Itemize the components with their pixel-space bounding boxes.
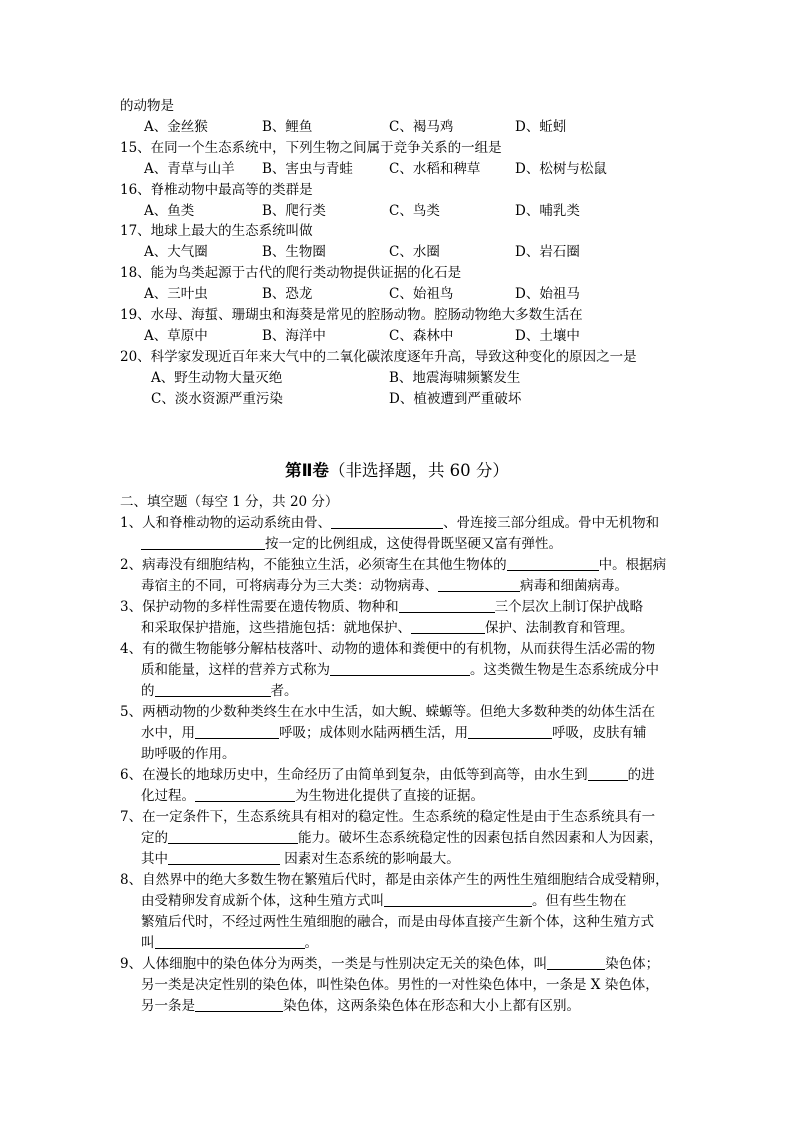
fill-question-2-cont: 毒宿主的不同，可将病毒分为三大类：动物病毒、 病毒和细菌病毒。 (141, 578, 628, 594)
answer-blank[interactable] (547, 955, 605, 970)
option-d: D、松树与松鼠 (515, 161, 607, 177)
answer-blank[interactable] (468, 724, 552, 739)
fill-question-4: 4、有的微生物能够分解枯枝落叶、动物的遗体和粪便中的有机物，从而获得生活必需的物 (120, 641, 656, 657)
fill-question-7: 7、在一定条件下，生态系统具有相对的稳定性。生态系统的稳定性是由于生态系统具有一 (120, 809, 656, 825)
fill-question-1-cont: 按一定的比例组成，这使得骨既坚硬又富有弹性。 (141, 535, 562, 553)
option-b: B、爬行类 (262, 203, 326, 219)
answer-blank[interactable] (330, 661, 470, 676)
fill-question-4-cont2: 的 者。 (141, 683, 298, 699)
option-a: A、金丝猴 (144, 119, 208, 135)
fill-question-1: 1、人和脊椎动物的运动系统由骨、 、骨连接三部分组成。骨中无机物和 (120, 515, 660, 531)
section-heading: 二、填空题（每空 1 分，共 20 分） (120, 494, 339, 510)
fill-question-7-cont: 定的 能力。破坏生态系统稳定性的因素包括自然因素和人为因素， (141, 830, 663, 846)
fill-question-7-cont2: 其中 因素对生态系统的影响最大。 (141, 851, 460, 867)
fill-question-8-cont2: 繁殖后代时，不经过两性生殖细胞的融合，而是由母体直接产生新个体，这种生殖方式 (141, 914, 654, 930)
fill-question-6-cont: 化过程。 为生物进化提供了直接的证据。 (141, 788, 484, 804)
question-15: 15、在同一个生态系统中，下列生物之间属于竞争关系的一组是 (120, 140, 502, 156)
fill-question-5-cont: 水中，用 呼吸；成体则水陆两栖生活，用 呼吸，皮肤有辅 (141, 725, 647, 741)
option-d: D、哺乳类 (515, 203, 580, 219)
option-b: B、害虫与青蛙 (262, 161, 353, 177)
answer-blank[interactable] (195, 724, 279, 739)
fill-question-5: 5、两栖动物的少数种类终生在水中生活，如大鲵、蝾螈等。但绝大多数种类的幼体生活在 (120, 704, 656, 720)
answer-blank[interactable] (195, 997, 283, 1012)
option-c: C、鸟类 (389, 203, 440, 219)
option-b: B、海洋中 (262, 328, 326, 344)
fill-question-4-cont: 质和能量，这样的营养方式称为 。这类微生物是生态系统成分中 (141, 662, 659, 678)
option-b: B、恐龙 (262, 286, 313, 302)
option-c: C、始祖鸟 (389, 286, 454, 302)
option-a: A、大气圈 (144, 244, 208, 260)
option-a: A、野生动物大量灭绝 (151, 370, 283, 386)
option-d: D、土壤中 (515, 328, 580, 344)
option-a: A、鱼类 (144, 203, 195, 219)
part-2-title (0, 460, 794, 482)
answer-blank[interactable] (155, 934, 305, 949)
option-a: A、草原中 (144, 328, 208, 344)
option-d: D、岩石圈 (515, 244, 580, 260)
fill-question-9-cont2: 另一条是 染色体，这两条染色体在形态和大小上都有区别。 (141, 998, 580, 1014)
option-b: B、生物圈 (262, 244, 326, 260)
part-2-title-rest: （非选择题，共 60 分） (328, 461, 509, 480)
fill-question-8: 8、自然界中的绝大多数生物在繁殖后代时，都是由亲体产生的两性生殖细胞结合成受精卵， (120, 872, 669, 888)
fill-question-8-cont3: 叫 。 (141, 935, 318, 951)
option-d: D、植被遭到严重破坏 (389, 391, 522, 407)
question-17: 17、地球上最大的生态系统叫做 (120, 223, 313, 239)
fill-question-8-cont: 由受精卵发育成新个体，这种生殖方式叫 。但有些生物在 (141, 893, 627, 909)
answer-blank[interactable] (507, 556, 599, 571)
fill-question-2: 2、病毒没有细胞结构，不能独立生活，必须寄生在其他生物体的 中。根据病 (120, 557, 667, 573)
option-a: A、三叶虫 (144, 286, 208, 302)
answer-blank[interactable] (141, 535, 265, 550)
answer-blank[interactable] (438, 577, 520, 592)
question-19: 19、水母、海蜇、珊瑚虫和海葵是常见的腔肠动物。腔肠动物绝大多数生活在 (120, 307, 583, 323)
answer-blank[interactable] (195, 787, 295, 802)
fill-question-3-cont: 和采取保护措施，这些措施包括：就地保护、 保护、法制教育和管理。 (141, 620, 634, 636)
answer-blank[interactable] (411, 619, 485, 634)
option-b: B、地震海啸频繁发生 (389, 370, 521, 386)
option-c: C、水稻和稗草 (389, 161, 481, 177)
fill-question-6: 6、在漫长的地球历史中，生命经历了由简单到复杂，由低等到高等，由水生到 的进 (120, 767, 655, 783)
question-16: 16、脊椎动物中最高等的类群是 (120, 182, 313, 198)
option-c: C、褐马鸡 (389, 119, 454, 135)
answer-blank[interactable] (155, 682, 271, 697)
fill-question-9: 9、人体细胞中的染色体分为两类，一类是与性别决定无关的染色体，叫 染色体； (120, 956, 660, 972)
answer-blank[interactable] (384, 892, 532, 907)
option-c: C、森林中 (389, 328, 454, 344)
answer-blank[interactable] (588, 766, 628, 781)
option-a: A、青草与山羊 (144, 161, 235, 177)
option-c: C、淡水资源严重污染 (151, 391, 283, 407)
option-b: B、鲤鱼 (262, 119, 313, 135)
answer-blank[interactable] (399, 598, 495, 613)
fill-question-5-cont2: 助呼吸的作用。 (141, 746, 236, 762)
option-c: C、水圈 (389, 244, 440, 260)
question-18: 18、能为鸟类起源于古代的爬行类动物提供证据的化石是 (120, 265, 462, 281)
fill-question-3: 3、保护动物的多样性需要在遗传物质、物种和 三个层次上制订保护战略 (120, 599, 644, 615)
option-d: D、始祖马 (515, 286, 580, 302)
answer-blank[interactable] (168, 850, 280, 865)
option-d: D、蚯蚓 (515, 119, 567, 135)
question-20: 20、科学家发现近百年来大气中的二氧化碳浓度逐年升高，导致这种变化的原因之一是 (120, 349, 637, 365)
answer-blank[interactable] (168, 829, 298, 844)
question-14-tail: 的动物是 (120, 98, 174, 114)
fill-question-9-cont: 另一类是决定性别的染色体，叫性染色体。男性的一对性染色体中，一条是 X 染色体， (141, 977, 659, 993)
answer-blank[interactable] (331, 514, 443, 529)
part-2-title-bold: 第Ⅱ卷 (285, 461, 329, 480)
